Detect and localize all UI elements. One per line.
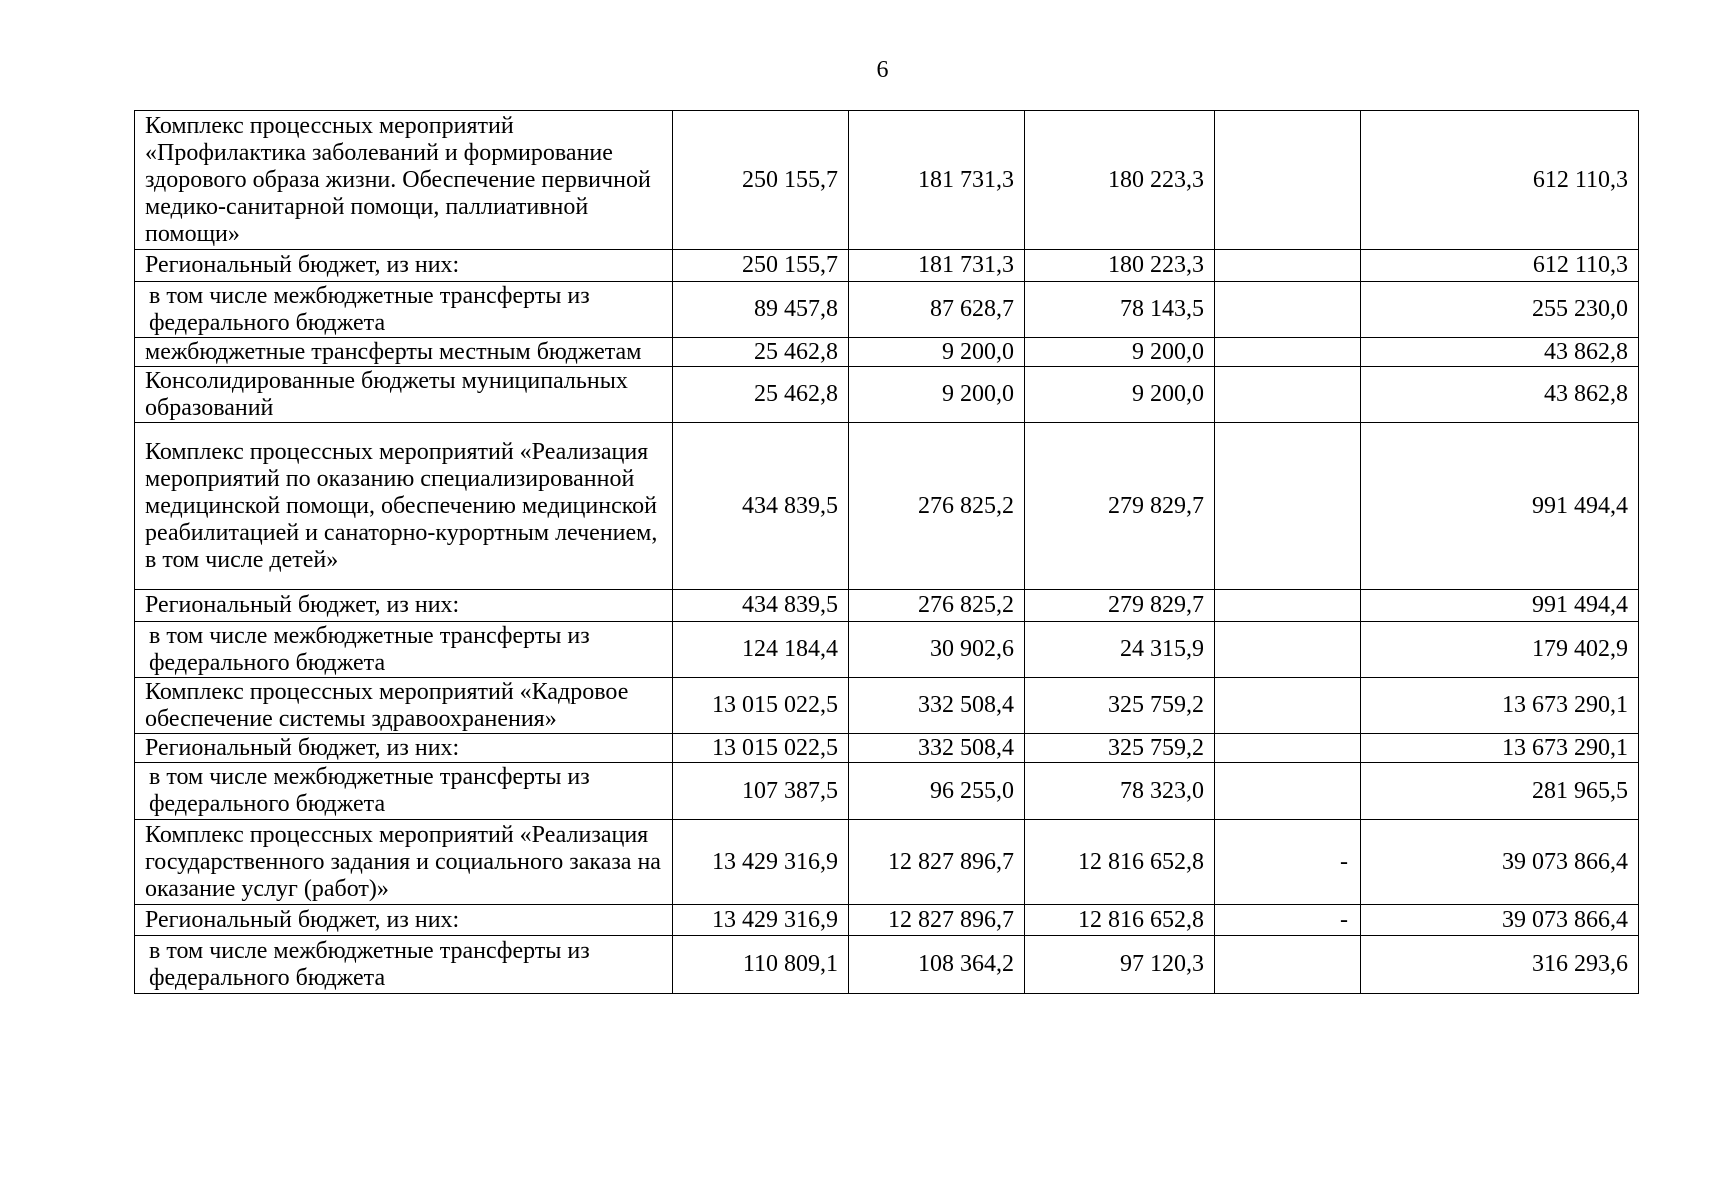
value-cell: 332 508,4: [849, 678, 1025, 734]
total-cell: 612 110,3: [1361, 250, 1639, 282]
value-cell: [1215, 936, 1361, 994]
total-cell: 39 073 866,4: [1361, 820, 1639, 905]
table-row: [135, 763, 1639, 820]
value-cell: 13 429 316,9: [673, 905, 849, 936]
table-row: [135, 905, 1639, 936]
value-cell: [1215, 734, 1361, 763]
table-row: [135, 734, 1639, 763]
value-cell: 181 731,3: [849, 250, 1025, 282]
value-cell: 12 816 652,8: [1025, 905, 1215, 936]
row-label: Региональный бюджет, из них:: [135, 250, 673, 282]
value-cell: 87 628,7: [849, 282, 1025, 338]
value-cell: 250 155,7: [673, 111, 849, 250]
table-row: [135, 338, 1639, 367]
value-cell: [1215, 282, 1361, 338]
value-cell: 96 255,0: [849, 763, 1025, 820]
row-label: Консолидированные бюджеты муниципальных образований: [135, 367, 673, 423]
value-cell: 78 143,5: [1025, 282, 1215, 338]
budget-table-body: [135, 111, 1639, 994]
value-cell: 13 429 316,9: [673, 820, 849, 905]
table-row: [135, 367, 1639, 423]
row-label: в том числе межбюджетные трансферты из федерального бюджета: [135, 763, 673, 820]
value-cell: 9 200,0: [849, 367, 1025, 423]
value-cell: 325 759,2: [1025, 678, 1215, 734]
value-cell: 12 827 896,7: [849, 820, 1025, 905]
value-cell: [1215, 250, 1361, 282]
value-cell: 78 323,0: [1025, 763, 1215, 820]
value-cell: 181 731,3: [849, 111, 1025, 250]
table-row: [135, 820, 1639, 905]
total-cell: 991 494,4: [1361, 590, 1639, 622]
value-cell: 325 759,2: [1025, 734, 1215, 763]
row-label: Региональный бюджет, из них:: [135, 734, 673, 763]
total-cell: 39 073 866,4: [1361, 905, 1639, 936]
table-row: [135, 111, 1639, 250]
value-cell: [1215, 763, 1361, 820]
table-row: [135, 423, 1639, 590]
value-cell: 24 315,9: [1025, 622, 1215, 678]
total-cell: 281 965,5: [1361, 763, 1639, 820]
value-cell: 332 508,4: [849, 734, 1025, 763]
total-cell: 13 673 290,1: [1361, 678, 1639, 734]
value-cell: 25 462,8: [673, 338, 849, 367]
value-cell: 12 816 652,8: [1025, 820, 1215, 905]
value-cell: 434 839,5: [673, 590, 849, 622]
total-cell: 316 293,6: [1361, 936, 1639, 994]
value-cell: 250 155,7: [673, 250, 849, 282]
value-cell: 276 825,2: [849, 423, 1025, 590]
row-label: в том числе межбюджетные трансферты из федерального бюджета: [135, 282, 673, 338]
row-label: Региональный бюджет, из них:: [135, 905, 673, 936]
table-row: [135, 250, 1639, 282]
total-cell: 43 862,8: [1361, 338, 1639, 367]
total-cell: 612 110,3: [1361, 111, 1639, 250]
value-cell: [1215, 111, 1361, 250]
page-number: 6: [876, 57, 889, 83]
total-cell: 43 862,8: [1361, 367, 1639, 423]
value-cell: -: [1215, 905, 1361, 936]
budget-table: [134, 110, 1639, 994]
row-label: Региональный бюджет, из них:: [135, 590, 673, 622]
value-cell: 12 827 896,7: [849, 905, 1025, 936]
value-cell: 110 809,1: [673, 936, 849, 994]
value-cell: 25 462,8: [673, 367, 849, 423]
row-label: межбюджетные трансферты местным бюджетам: [135, 338, 673, 367]
value-cell: -: [1215, 820, 1361, 905]
value-cell: [1215, 622, 1361, 678]
value-cell: [1215, 423, 1361, 590]
row-label: в том числе межбюджетные трансферты из федерального бюджета: [135, 622, 673, 678]
value-cell: 279 829,7: [1025, 423, 1215, 590]
table-row: [135, 622, 1639, 678]
value-cell: 9 200,0: [849, 338, 1025, 367]
value-cell: 107 387,5: [673, 763, 849, 820]
table-row: [135, 936, 1639, 994]
value-cell: 124 184,4: [673, 622, 849, 678]
table-row: [135, 590, 1639, 622]
value-cell: [1215, 678, 1361, 734]
table-row: [135, 282, 1639, 338]
value-cell: 108 364,2: [849, 936, 1025, 994]
value-cell: 13 015 022,5: [673, 734, 849, 763]
value-cell: 276 825,2: [849, 590, 1025, 622]
value-cell: 279 829,7: [1025, 590, 1215, 622]
value-cell: 9 200,0: [1025, 367, 1215, 423]
row-label: Комплекс процессных мероприятий «Реализация государственного задания и социального заказа на оказание услуг (работ)»: [135, 820, 673, 905]
value-cell: 434 839,5: [673, 423, 849, 590]
row-label: Комплекс процессных мероприятий «Профилактика заболеваний и формирование здорового образа жизни. Обеспечение первичной медико-санитарной помощи, паллиативной помощи»: [135, 111, 673, 250]
value-cell: 89 457,8: [673, 282, 849, 338]
value-cell: 13 015 022,5: [673, 678, 849, 734]
value-cell: 30 902,6: [849, 622, 1025, 678]
value-cell: [1215, 367, 1361, 423]
row-label: в том числе межбюджетные трансферты из федерального бюджета: [135, 936, 673, 994]
table-row: [135, 678, 1639, 734]
value-cell: 180 223,3: [1025, 250, 1215, 282]
total-cell: 991 494,4: [1361, 423, 1639, 590]
row-label: Комплекс процессных мероприятий «Реализация мероприятий по оказанию специализированной медицинской помощи, обеспечению медицинской реабилитацией и санаторно-курортным лечением, в том числе детей»: [135, 423, 673, 590]
value-cell: 9 200,0: [1025, 338, 1215, 367]
total-cell: 179 402,9: [1361, 622, 1639, 678]
total-cell: 255 230,0: [1361, 282, 1639, 338]
value-cell: [1215, 590, 1361, 622]
value-cell: [1215, 338, 1361, 367]
total-cell: 13 673 290,1: [1361, 734, 1639, 763]
value-cell: 180 223,3: [1025, 111, 1215, 250]
row-label: Комплекс процессных мероприятий «Кадровое обеспечение системы здравоохранения»: [135, 678, 673, 734]
value-cell: 97 120,3: [1025, 936, 1215, 994]
